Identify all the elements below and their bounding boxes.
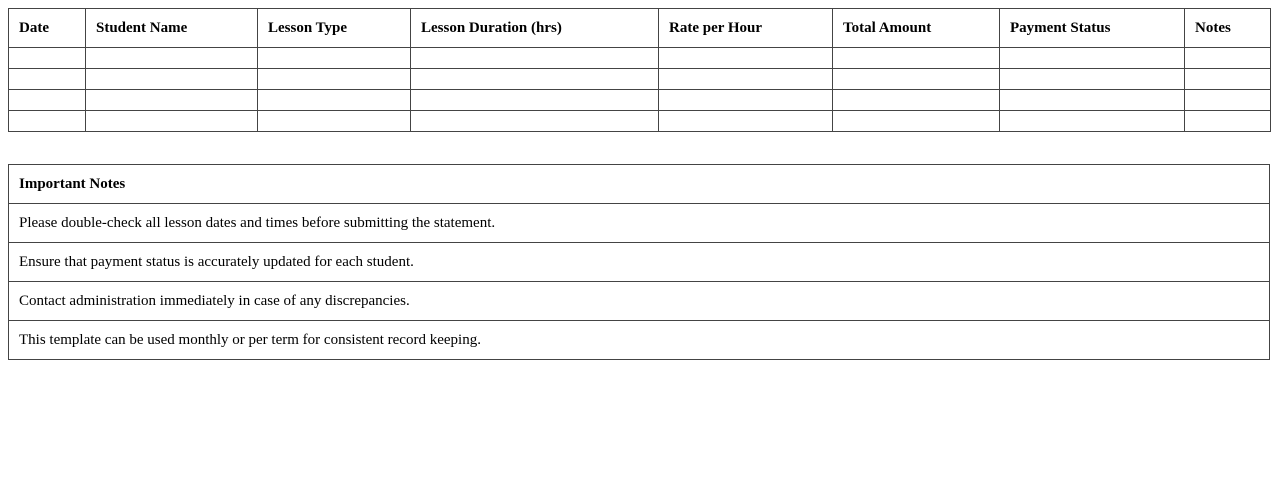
table-cell [9,69,86,90]
header-payment-status: Payment Status [1000,9,1185,48]
table-cell [659,90,833,111]
table-cell [833,111,1000,132]
table-cell [9,48,86,69]
table-row [9,90,1271,111]
header-lesson-type: Lesson Type [258,9,411,48]
header-student-name: Student Name [86,9,258,48]
note-item: Contact administration immediately in case of any discrepancies. [9,282,1270,321]
table-cell [86,111,258,132]
table-cell [86,69,258,90]
table-cell [258,48,411,69]
table-cell [833,48,1000,69]
table-cell [1185,48,1271,69]
table-cell [833,90,1000,111]
table-cell [258,69,411,90]
header-rate-per-hour: Rate per Hour [659,9,833,48]
notes-row [9,243,1270,282]
note-item: This template can be used monthly or per term for consistent record keeping. [9,321,1270,360]
table-cell [1000,48,1185,69]
table-cell [1000,111,1185,132]
table-cell [86,90,258,111]
table-cell [1000,90,1185,111]
table-cell [1185,90,1271,111]
table-cell [1185,69,1271,90]
header-notes: Notes [1185,9,1271,48]
table-cell [258,111,411,132]
table-cell [659,69,833,90]
table-row [9,48,1271,69]
table-cell [411,111,659,132]
table-cell [258,90,411,111]
table-cell [833,69,1000,90]
notes-row [9,321,1270,360]
table-cell [411,69,659,90]
table-cell [659,48,833,69]
notes-header-row [9,165,1270,204]
header-total-amount: Total Amount [833,9,1000,48]
header-date: Date [9,9,86,48]
table-cell [9,111,86,132]
notes-row [9,282,1270,321]
table-cell [86,48,258,69]
table-cell [9,90,86,111]
table-cell [1000,69,1185,90]
header-lesson-duration: Lesson Duration (hrs) [411,9,659,48]
note-item: Ensure that payment status is accurately updated for each student. [9,243,1270,282]
table-header-row [9,9,1271,48]
notes-row [9,204,1270,243]
note-item: Please double-check all lesson dates and times before submitting the statement. [9,204,1270,243]
table-row [9,111,1271,132]
table-cell [411,90,659,111]
notes-title: Important Notes [9,165,1270,204]
lesson-ledger-table [8,8,1271,132]
table-row [9,69,1271,90]
table-cell [659,111,833,132]
table-cell [411,48,659,69]
table-cell [1185,111,1271,132]
important-notes-table [8,164,1270,360]
